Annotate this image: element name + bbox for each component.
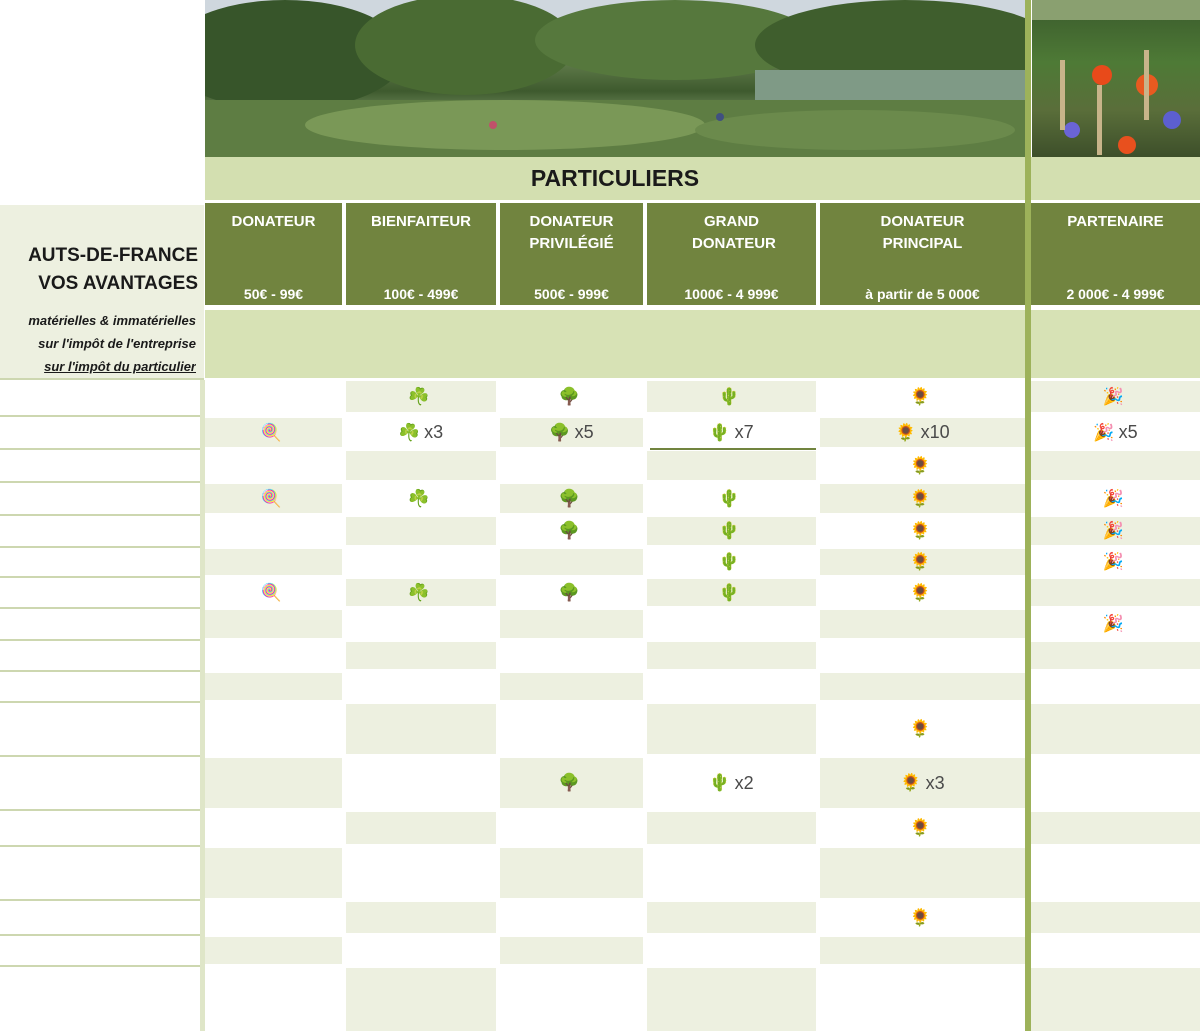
table-cell <box>346 673 496 700</box>
row-divider <box>0 809 204 811</box>
row-divider <box>0 845 204 847</box>
advantages-panel <box>0 205 204 380</box>
table-cell <box>1031 579 1200 606</box>
table-cell <box>1031 937 1200 964</box>
table-cell <box>500 418 643 447</box>
table-cell <box>820 902 1025 933</box>
tier-price: à partir de 5 000€ <box>865 286 980 302</box>
table-cell <box>500 758 643 808</box>
table-cell <box>1031 642 1200 669</box>
table-cell <box>647 451 816 480</box>
benefit-icon: 🌻 <box>909 907 932 927</box>
benefit-icon: 🎉 <box>1102 614 1125 633</box>
tier-name: DONATEUR PRIVILÉGIÉ <box>529 213 614 252</box>
table-cell <box>346 968 496 1031</box>
table-cell <box>647 517 816 545</box>
benefit-icon: 🌳 <box>558 773 581 792</box>
table-cell <box>820 381 1025 412</box>
benefit-icon: 🌳 <box>549 422 571 442</box>
benefit-icon: 🌻 <box>900 773 922 792</box>
tier-name: GRAND DONATEUR <box>692 213 776 252</box>
table-cell <box>346 451 496 480</box>
table-cell <box>346 517 496 545</box>
table-cell <box>820 579 1025 606</box>
table-cell <box>1031 673 1200 700</box>
row-divider <box>0 576 204 578</box>
table-cell <box>346 579 496 606</box>
tier-name: DONATEUR <box>231 213 316 230</box>
benefit-icon: 🍭 <box>260 582 283 602</box>
tier-header-privilegie <box>500 203 643 305</box>
benefit-icon: 🍭 <box>260 422 283 442</box>
tier-name: DONATEUR PRINCIPAL <box>880 213 965 252</box>
row-divider <box>0 607 204 609</box>
table-cell <box>820 484 1025 513</box>
table-cell <box>1031 418 1200 447</box>
table-cell <box>205 968 342 1031</box>
row-divider <box>0 546 204 548</box>
table-cell <box>820 758 1025 808</box>
partner-band <box>1031 157 1200 200</box>
tier-header-principal <box>820 203 1025 305</box>
table-cell <box>205 642 342 669</box>
table-cell <box>820 704 1025 754</box>
table-cell <box>647 579 816 606</box>
table-cell <box>500 517 643 545</box>
table-cell <box>820 642 1025 669</box>
header-spacer-partner <box>1031 310 1200 378</box>
benefit-icon: 🎉 <box>1102 521 1125 540</box>
table-cell <box>500 812 643 844</box>
tier-price: 1000€ - 4 999€ <box>684 286 779 302</box>
table-cell <box>820 549 1025 575</box>
multiplier-label: x7 <box>734 422 754 442</box>
row-divider <box>0 965 204 967</box>
multiplier-label: x10 <box>920 422 950 442</box>
multiplier-label: x3 <box>925 772 945 793</box>
table-cell <box>820 968 1025 1031</box>
table-cell <box>820 673 1025 700</box>
table-cell <box>647 418 816 447</box>
table-cell <box>1031 902 1200 933</box>
multiplier-label: x5 <box>574 422 594 442</box>
tier-price: 100€ - 499€ <box>383 286 459 302</box>
table-cell <box>205 484 342 513</box>
section-divider <box>1025 0 1031 1031</box>
highlight-underline <box>650 448 816 450</box>
table-cell <box>1031 812 1200 844</box>
table-cell <box>820 848 1025 898</box>
header-spacer <box>205 310 1025 378</box>
table-cell <box>1031 451 1200 480</box>
table-cell <box>647 642 816 669</box>
advantage-label-3: sur l'impôt du particulier <box>44 359 196 374</box>
table-cell <box>346 758 496 808</box>
table-cell <box>346 937 496 964</box>
benefit-icon: ☘️ <box>408 488 430 508</box>
row-divider <box>0 448 204 450</box>
table-cell <box>647 673 816 700</box>
tier-header-partenaire <box>1031 203 1200 305</box>
tier-price: 50€ - 99€ <box>243 286 304 302</box>
benefit-icon: 🎉 <box>1093 422 1115 442</box>
benefit-icon: 🌳 <box>558 521 581 540</box>
table-cell <box>500 937 643 964</box>
table-cell <box>820 451 1025 480</box>
benefit-icon: 🌵 <box>718 488 741 508</box>
table-cell <box>1031 517 1200 545</box>
benefit-icon: 🌵 <box>718 552 741 571</box>
row-divider <box>0 481 204 483</box>
table-cell <box>500 451 643 480</box>
tier-name: PARTENAIRE <box>1067 213 1164 230</box>
table-cell <box>346 902 496 933</box>
table-cell <box>647 968 816 1031</box>
table-cell <box>1031 848 1200 898</box>
flowers-photo <box>1032 0 1200 157</box>
table-cell <box>205 704 342 754</box>
table-cell <box>205 549 342 575</box>
table-cell <box>205 610 342 638</box>
region-title: AUTS-DE-FRANCE <box>28 245 198 266</box>
table-cell <box>346 484 496 513</box>
advantages-title: VOS AVANTAGES <box>38 273 198 294</box>
table-cell <box>500 704 643 754</box>
benefit-icon: 🌻 <box>909 818 932 837</box>
tier-header-grand <box>647 203 816 305</box>
tier-price: 2 000€ - 4 999€ <box>1066 286 1165 302</box>
benefit-icon: 🌻 <box>909 488 932 508</box>
benefit-icon: 🌳 <box>558 386 581 406</box>
table-cell <box>346 812 496 844</box>
table-cell <box>647 937 816 964</box>
table-cell <box>1031 381 1200 412</box>
benefit-icon: 🎉 <box>1102 488 1125 508</box>
table-cell <box>205 451 342 480</box>
section-title: PARTICULIERS <box>530 165 700 191</box>
table-cell <box>1031 610 1200 638</box>
table-cell <box>647 610 816 638</box>
table-cell <box>647 549 816 575</box>
table-cell <box>346 642 496 669</box>
table-cell <box>820 937 1025 964</box>
benefit-icon: 🎉 <box>1102 386 1125 406</box>
table-cell <box>346 418 496 447</box>
table-cell <box>500 642 643 669</box>
benefit-icon: 🌵 <box>718 386 741 406</box>
table-cell <box>205 902 342 933</box>
table-cell <box>205 848 342 898</box>
multiplier-label: x2 <box>734 772 754 793</box>
tier-header-donateur <box>205 203 342 305</box>
table-cell <box>500 549 643 575</box>
table-cell <box>500 484 643 513</box>
row-divider <box>0 934 204 936</box>
benefit-icon: ☘️ <box>408 386 430 406</box>
benefit-icon: 🌵 <box>718 582 741 602</box>
benefit-icon: 🌻 <box>909 582 932 602</box>
table-cell <box>647 381 816 412</box>
benefit-icon: ☘️ <box>398 422 421 442</box>
table-cell <box>500 579 643 606</box>
table-cell <box>820 812 1025 844</box>
benefit-icon: 🌳 <box>558 488 581 508</box>
row-divider <box>0 415 204 417</box>
multiplier-label: x5 <box>1118 422 1138 442</box>
benefit-icon: 🌳 <box>558 582 581 602</box>
row-divider <box>0 899 204 901</box>
benefit-icon: ☘️ <box>408 582 430 602</box>
benefit-icon: 🌻 <box>909 386 932 406</box>
row-divider <box>0 514 204 516</box>
tier-header-bienfaiteur <box>346 203 496 305</box>
benefit-icon: 🍭 <box>260 488 283 508</box>
table-cell <box>346 848 496 898</box>
table-cell <box>647 812 816 844</box>
advantage-label-1: matérielles & immatérielles <box>28 313 196 328</box>
table-cell <box>205 673 342 700</box>
table-cell <box>647 704 816 754</box>
table-cell <box>205 758 342 808</box>
table-cell <box>820 418 1025 447</box>
table-cell <box>647 484 816 513</box>
row-divider <box>0 701 204 703</box>
section-header <box>205 157 1025 200</box>
benefit-icon: 🌵 <box>709 422 731 442</box>
benefit-icon: 🌻 <box>909 719 932 738</box>
table-cell <box>205 937 342 964</box>
table-cell <box>647 758 816 808</box>
table-cell <box>500 968 643 1031</box>
benefit-icon: 🌻 <box>909 521 932 540</box>
garden-photo <box>205 0 1028 157</box>
table-cell <box>205 579 342 606</box>
table-cell <box>820 610 1025 638</box>
benefit-icon: 🌻 <box>909 455 932 475</box>
row-divider <box>0 639 204 641</box>
table-cell <box>1031 704 1200 754</box>
tier-name: BIENFAITEUR <box>370 213 471 230</box>
table-cell <box>346 610 496 638</box>
row-divider <box>0 755 204 757</box>
table-cell <box>205 418 342 447</box>
benefit-icon: 🎉 <box>1102 552 1125 571</box>
table-cell <box>500 381 643 412</box>
table-cell <box>205 517 342 545</box>
table-cell <box>500 673 643 700</box>
table-cell <box>500 848 643 898</box>
table-cell <box>647 902 816 933</box>
benefit-icon: 🌻 <box>895 422 917 442</box>
advantage-label-2: sur l'impôt de l'entreprise <box>38 336 196 351</box>
left-border <box>200 380 205 1031</box>
multiplier-label: x3 <box>424 422 444 442</box>
table-cell <box>1031 968 1200 1031</box>
table-cell <box>1031 484 1200 513</box>
row-divider <box>0 670 204 672</box>
table-cell <box>205 381 342 412</box>
table-cell <box>346 704 496 754</box>
benefit-icon: 🌻 <box>909 552 932 571</box>
benefit-icon: 🌵 <box>718 521 741 540</box>
table-cell <box>500 902 643 933</box>
table-cell <box>647 848 816 898</box>
table-cell <box>205 812 342 844</box>
table-cell <box>1031 549 1200 575</box>
tier-price: 500€ - 999€ <box>534 286 609 302</box>
table-cell <box>346 549 496 575</box>
table-cell <box>346 381 496 412</box>
table-cell <box>500 610 643 638</box>
table-cell <box>1031 758 1200 808</box>
table-cell <box>820 517 1025 545</box>
benefit-icon: 🌵 <box>709 773 731 792</box>
